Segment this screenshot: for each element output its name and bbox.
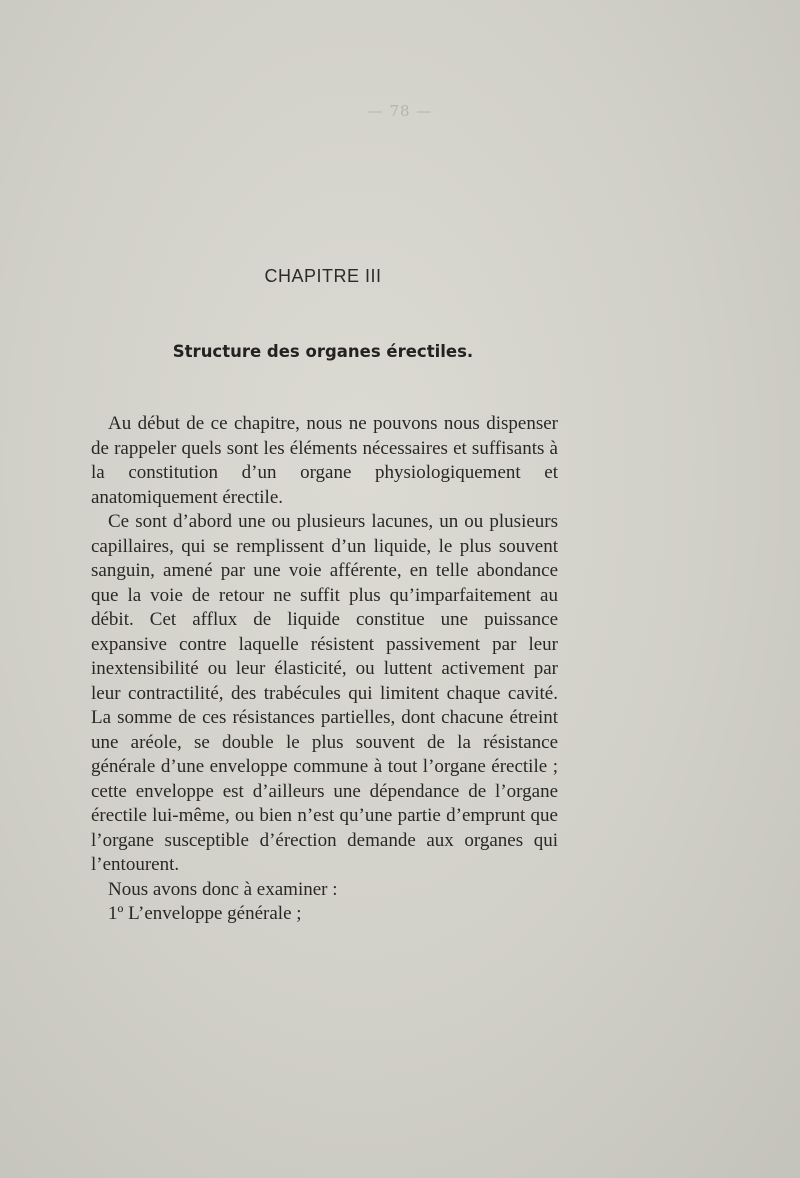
page-number: — 78 — xyxy=(367,102,433,120)
paragraph: Nous avons donc à examiner : xyxy=(108,878,338,900)
list-item: 1º L’enveloppe générale ; xyxy=(108,903,302,924)
paragraph: Ce sont d’abord une ou plusieurs lacunes, un ou plusieurs capillaires, qui se remplissent d’un liquide, le plus souvent sanguin, amené par une voie afférente, en telle abondance que la voie de retour ne suffit plus qu’imparfaitement au débit. Cet afflux de liquide constitue une puissance expansive contre laquelle résistent passivement par leur inextensibilité ou leur élasticité, ou luttent activement par leur contractilité, des trabécules qui limitent chaque cavité. La somme de ces résistances partielles, dont chacune étreint une aréole, se double le plus souvent de la résistance générale d’une enveloppe commune à tout l’organe érectile ; cette enveloppe est d’ailleurs une dépendance de l’organe érectile lui-même, ou bien n’est qu’une partie d’emprunt que l’organe susceptible d’érection demande aux organes qui l’entourent. xyxy=(91,511,558,875)
chapter-heading: CHAPITRE III xyxy=(264,266,382,286)
section-title: Structure des organes érectiles. xyxy=(172,342,474,361)
body-text xyxy=(91,412,558,927)
paragraph: Au début de ce chapitre, nous ne pouvons nous dispenser de rappeler quels sont les éléments nécessaires et suffisants à la constitution d’un organe physiologiquement et anatomiquement érectile. xyxy=(91,413,558,508)
